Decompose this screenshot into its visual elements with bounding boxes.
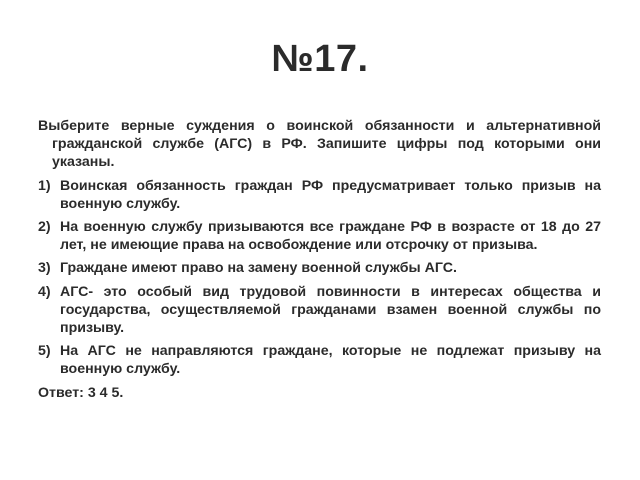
option-number: 1) — [38, 177, 51, 194]
option-text: Воинская обязанность граждан РФ предусматривает только призыв на военную службу. — [60, 177, 601, 212]
option-number: 2) — [38, 219, 51, 236]
option-item-4 — [38, 283, 601, 338]
option-number: 4) — [38, 283, 51, 300]
option-number: 3) — [38, 260, 51, 277]
options-list — [38, 177, 601, 379]
option-text: АГС- это особый вид трудовой повинности в интересах общества и государства, осуществляемой гражданами взамен военной службы по призыву. — [60, 283, 601, 337]
slide-title: №17. — [271, 38, 369, 80]
option-number: 5) — [38, 343, 51, 360]
slide-content — [38, 117, 601, 402]
option-item-2 — [38, 218, 601, 254]
option-text: Граждане имеют право на замену военной службы АГС. — [60, 260, 457, 277]
option-item-3 — [38, 259, 601, 277]
option-item-1 — [38, 177, 601, 213]
question-text: Выберите верные суждения о воинской обязанности и альтернативной гражданской службе (АГС) в РФ. Запишите цифры под которыми они указаны. — [38, 118, 601, 171]
answer-text: Ответ: 3 4 5. — [38, 384, 124, 401]
option-text: На военную службу призываются все граждане РФ в возрасте от 18 до 27 лет, не имеющие права на освобождение или отсрочку от призыва. — [60, 219, 601, 254]
option-item-5 — [38, 342, 601, 378]
option-text: На АГС не направляются граждане, которые не подлежат призыву на военную службу. — [60, 343, 601, 378]
